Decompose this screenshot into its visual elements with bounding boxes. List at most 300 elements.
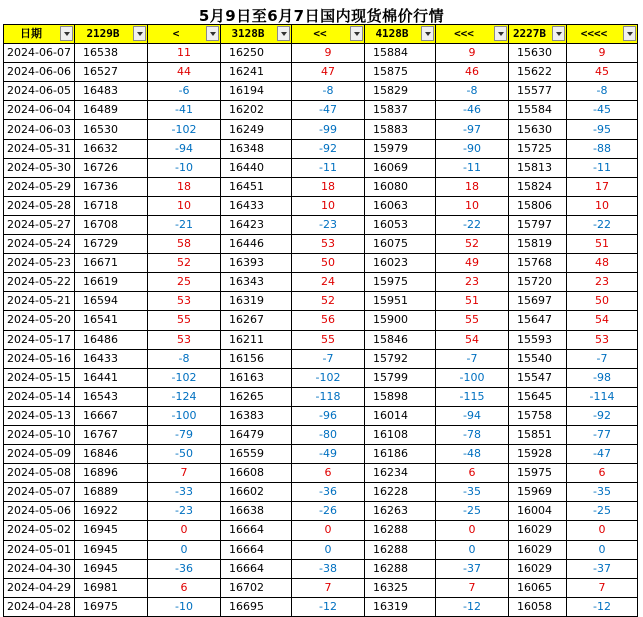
- price-cell: 16729: [75, 235, 148, 254]
- filter-dropdown-icon[interactable]: [421, 26, 434, 41]
- date-cell: 2024-06-05: [4, 82, 75, 101]
- date-cell: 2024-05-23: [4, 254, 75, 273]
- price-cell: 15758: [509, 406, 567, 425]
- price-cell: 16945: [75, 540, 148, 559]
- change-cell: 0: [292, 521, 365, 540]
- price-cell: 16695: [221, 597, 292, 616]
- change-cell: -94: [436, 406, 509, 425]
- price-cell: 15540: [509, 349, 567, 368]
- change-cell: 9: [436, 44, 509, 63]
- price-cell: 16632: [75, 139, 148, 158]
- table-row: [4, 235, 638, 254]
- price-cell: 16241: [221, 63, 292, 82]
- date-cell: 2024-05-14: [4, 387, 75, 406]
- change-cell: -102: [292, 368, 365, 387]
- column-header-0: [4, 25, 75, 44]
- change-cell: 46: [436, 63, 509, 82]
- date-cell: 2024-05-07: [4, 483, 75, 502]
- change-cell: 53: [292, 235, 365, 254]
- table-row: [4, 578, 638, 597]
- change-cell: 53: [148, 330, 221, 349]
- filter-dropdown-icon[interactable]: [206, 26, 219, 41]
- column-header-8: [567, 25, 638, 44]
- table-row: [4, 82, 638, 101]
- change-cell: -36: [148, 559, 221, 578]
- table-row: [4, 387, 638, 406]
- column-header-label: <<<: [454, 27, 474, 40]
- price-cell: 16023: [365, 254, 436, 273]
- change-cell: 51: [567, 235, 638, 254]
- change-cell: -45: [567, 101, 638, 120]
- price-cell: 16664: [221, 521, 292, 540]
- change-cell: -102: [148, 368, 221, 387]
- price-cell: 16319: [365, 597, 436, 616]
- change-cell: 45: [567, 63, 638, 82]
- table-row: [4, 44, 638, 63]
- filter-dropdown-icon[interactable]: [133, 26, 146, 41]
- price-cell: 15768: [509, 254, 567, 273]
- price-cell: 16186: [365, 445, 436, 464]
- price-cell: 16708: [75, 215, 148, 234]
- table-row: [4, 540, 638, 559]
- price-cell: 16108: [365, 425, 436, 444]
- price-cell: 16922: [75, 502, 148, 521]
- change-cell: -102: [148, 120, 221, 139]
- change-cell: -96: [292, 406, 365, 425]
- price-cell: 16343: [221, 273, 292, 292]
- price-cell: 15645: [509, 387, 567, 406]
- column-header-label: <: [172, 27, 180, 40]
- change-cell: -90: [436, 139, 509, 158]
- change-cell: -12: [567, 597, 638, 616]
- price-cell: 16069: [365, 158, 436, 177]
- change-cell: 6: [436, 464, 509, 483]
- column-header-3: [221, 25, 292, 44]
- change-cell: 6: [567, 464, 638, 483]
- change-cell: -115: [436, 387, 509, 406]
- date-cell: 2024-06-03: [4, 120, 75, 139]
- date-cell: 2024-05-24: [4, 235, 75, 254]
- change-cell: -77: [567, 425, 638, 444]
- change-cell: 55: [292, 330, 365, 349]
- date-cell: 2024-05-08: [4, 464, 75, 483]
- filter-dropdown-icon[interactable]: [552, 26, 565, 41]
- price-cell: 15875: [365, 63, 436, 82]
- change-cell: -35: [436, 483, 509, 502]
- price-cell: 15951: [365, 292, 436, 311]
- column-header-2: [148, 25, 221, 44]
- change-cell: 53: [148, 292, 221, 311]
- price-cell: 16211: [221, 330, 292, 349]
- price-cell: 15630: [509, 120, 567, 139]
- price-cell: 15725: [509, 139, 567, 158]
- price-cell: 16065: [509, 578, 567, 597]
- price-cell: 16671: [75, 254, 148, 273]
- price-cell: 16479: [221, 425, 292, 444]
- date-cell: 2024-06-07: [4, 44, 75, 63]
- change-cell: -100: [148, 406, 221, 425]
- date-cell: 2024-05-27: [4, 215, 75, 234]
- price-cell: 16348: [221, 139, 292, 158]
- price-cell: 15630: [509, 44, 567, 63]
- change-cell: -47: [292, 101, 365, 120]
- date-cell: 2024-05-30: [4, 158, 75, 177]
- date-cell: 2024-04-30: [4, 559, 75, 578]
- change-cell: -12: [436, 597, 509, 616]
- price-cell: 16667: [75, 406, 148, 425]
- price-cell: 16029: [509, 521, 567, 540]
- price-cell: 16288: [365, 540, 436, 559]
- change-cell: -50: [148, 445, 221, 464]
- change-cell: -49: [292, 445, 365, 464]
- change-cell: -8: [436, 82, 509, 101]
- column-header-1: [75, 25, 148, 44]
- change-cell: -7: [436, 349, 509, 368]
- table-row: [4, 139, 638, 158]
- price-cell: 16288: [365, 559, 436, 578]
- change-cell: 52: [292, 292, 365, 311]
- price-cell: 16433: [221, 196, 292, 215]
- change-cell: 18: [292, 177, 365, 196]
- change-cell: -11: [436, 158, 509, 177]
- change-cell: 58: [148, 235, 221, 254]
- price-cell: 15979: [365, 139, 436, 158]
- price-cell: 16846: [75, 445, 148, 464]
- price-cell: 16288: [365, 521, 436, 540]
- table-row: [4, 158, 638, 177]
- table-row: [4, 215, 638, 234]
- price-cell: 16234: [365, 464, 436, 483]
- price-cell: 16486: [75, 330, 148, 349]
- date-cell: 2024-05-06: [4, 502, 75, 521]
- change-cell: -38: [292, 559, 365, 578]
- price-cell: 15900: [365, 311, 436, 330]
- price-cell: 16163: [221, 368, 292, 387]
- price-cell: 16664: [221, 559, 292, 578]
- column-header-label: 日期: [20, 27, 42, 40]
- price-cell: 16063: [365, 196, 436, 215]
- change-cell: -26: [292, 502, 365, 521]
- filter-dropdown-icon[interactable]: [494, 26, 507, 41]
- column-header-label: <<<<: [580, 27, 608, 40]
- date-cell: 2024-06-06: [4, 63, 75, 82]
- table-row: [4, 483, 638, 502]
- table-row: [4, 196, 638, 215]
- price-cell: 15647: [509, 311, 567, 330]
- change-cell: 0: [292, 540, 365, 559]
- change-cell: 7: [436, 578, 509, 597]
- change-cell: 0: [436, 521, 509, 540]
- price-cell: 16451: [221, 177, 292, 196]
- change-cell: -10: [148, 158, 221, 177]
- change-cell: 0: [148, 540, 221, 559]
- price-cell: 16945: [75, 521, 148, 540]
- price-cell: 16058: [509, 597, 567, 616]
- price-cell: 16767: [75, 425, 148, 444]
- change-cell: -92: [292, 139, 365, 158]
- change-cell: -22: [436, 215, 509, 234]
- filter-dropdown-icon[interactable]: [623, 26, 636, 41]
- price-cell: 16736: [75, 177, 148, 196]
- column-header-4: [292, 25, 365, 44]
- column-header-label: 2227B: [512, 27, 547, 40]
- price-cell: 16638: [221, 502, 292, 521]
- change-cell: -37: [436, 559, 509, 578]
- date-cell: 2024-05-22: [4, 273, 75, 292]
- date-cell: 2024-05-16: [4, 349, 75, 368]
- price-cell: 15898: [365, 387, 436, 406]
- table-row: [4, 120, 638, 139]
- date-cell: 2024-05-09: [4, 445, 75, 464]
- change-cell: 10: [436, 196, 509, 215]
- change-cell: -46: [436, 101, 509, 120]
- change-cell: -118: [292, 387, 365, 406]
- price-cell: 16608: [221, 464, 292, 483]
- price-cell: 16014: [365, 406, 436, 425]
- price-cell: 15697: [509, 292, 567, 311]
- change-cell: -35: [567, 483, 638, 502]
- price-cell: 16325: [365, 578, 436, 597]
- price-cell: 16530: [75, 120, 148, 139]
- change-cell: 7: [292, 578, 365, 597]
- change-cell: 0: [436, 540, 509, 559]
- price-cell: 15969: [509, 483, 567, 502]
- change-cell: -11: [292, 158, 365, 177]
- change-cell: 55: [148, 311, 221, 330]
- date-cell: 2024-05-29: [4, 177, 75, 196]
- table-row: [4, 292, 638, 311]
- price-cell: 15824: [509, 177, 567, 196]
- table-row: [4, 254, 638, 273]
- table-row: [4, 464, 638, 483]
- change-cell: -8: [567, 82, 638, 101]
- table-row: [4, 273, 638, 292]
- price-cell: 16156: [221, 349, 292, 368]
- change-cell: 7: [148, 464, 221, 483]
- price-cell: 15846: [365, 330, 436, 349]
- change-cell: 56: [292, 311, 365, 330]
- page-title: 5月9日至6月7日国内现货棉价行情: [198, 7, 445, 25]
- table-row: [4, 177, 638, 196]
- price-cell: 16265: [221, 387, 292, 406]
- price-cell: 16602: [221, 483, 292, 502]
- date-cell: 2024-05-01: [4, 540, 75, 559]
- change-cell: -23: [148, 502, 221, 521]
- change-cell: 50: [292, 254, 365, 273]
- price-cell: 16029: [509, 559, 567, 578]
- change-cell: -7: [567, 349, 638, 368]
- change-cell: -23: [292, 215, 365, 234]
- date-cell: 2024-05-17: [4, 330, 75, 349]
- price-cell: 16319: [221, 292, 292, 311]
- change-cell: -80: [292, 425, 365, 444]
- price-cell: 15884: [365, 44, 436, 63]
- change-cell: -47: [567, 445, 638, 464]
- change-cell: 55: [436, 311, 509, 330]
- date-cell: 2024-04-29: [4, 578, 75, 597]
- price-cell: 15622: [509, 63, 567, 82]
- change-cell: -11: [567, 158, 638, 177]
- price-cell: 16441: [75, 368, 148, 387]
- date-cell: 2024-06-04: [4, 101, 75, 120]
- table-row: [4, 63, 638, 82]
- change-cell: 6: [292, 464, 365, 483]
- change-cell: -48: [436, 445, 509, 464]
- table-row: [4, 330, 638, 349]
- change-cell: 9: [567, 44, 638, 63]
- change-cell: 48: [567, 254, 638, 273]
- column-header-label: 3128B: [231, 27, 265, 40]
- price-cell: 15883: [365, 120, 436, 139]
- price-cell: 16202: [221, 101, 292, 120]
- price-cell: 15837: [365, 101, 436, 120]
- change-cell: 53: [567, 330, 638, 349]
- price-cell: 16483: [75, 82, 148, 101]
- change-cell: 6: [148, 578, 221, 597]
- price-cell: 16702: [221, 578, 292, 597]
- price-cell: 16896: [75, 464, 148, 483]
- change-cell: -98: [567, 368, 638, 387]
- change-cell: -41: [148, 101, 221, 120]
- change-cell: -7: [292, 349, 365, 368]
- change-cell: 52: [148, 254, 221, 273]
- filter-dropdown-icon[interactable]: [60, 26, 73, 41]
- price-cell: 16981: [75, 578, 148, 597]
- change-cell: 0: [567, 521, 638, 540]
- price-cell: 15975: [365, 273, 436, 292]
- table-row: [4, 368, 638, 387]
- change-cell: -10: [148, 597, 221, 616]
- change-cell: -124: [148, 387, 221, 406]
- price-cell: 15851: [509, 425, 567, 444]
- date-cell: 2024-05-28: [4, 196, 75, 215]
- change-cell: 23: [567, 273, 638, 292]
- price-cell: 15829: [365, 82, 436, 101]
- filter-dropdown-icon[interactable]: [277, 26, 290, 41]
- price-cell: 15799: [365, 368, 436, 387]
- change-cell: 44: [148, 63, 221, 82]
- price-cell: 15547: [509, 368, 567, 387]
- change-cell: 10: [148, 196, 221, 215]
- table-row: [4, 597, 638, 616]
- price-cell: 15806: [509, 196, 567, 215]
- change-cell: -8: [148, 349, 221, 368]
- change-cell: -97: [436, 120, 509, 139]
- price-cell: 16228: [365, 483, 436, 502]
- price-cell: 15797: [509, 215, 567, 234]
- change-cell: -100: [436, 368, 509, 387]
- change-cell: -12: [292, 597, 365, 616]
- price-cell: 15720: [509, 273, 567, 292]
- price-cell: 16383: [221, 406, 292, 425]
- change-cell: -114: [567, 387, 638, 406]
- price-cell: 16249: [221, 120, 292, 139]
- price-cell: 16075: [365, 235, 436, 254]
- change-cell: 17: [567, 177, 638, 196]
- price-cell: 16263: [365, 502, 436, 521]
- change-cell: -99: [292, 120, 365, 139]
- table-row: [4, 502, 638, 521]
- date-cell: 2024-05-31: [4, 139, 75, 158]
- price-cell: 16194: [221, 82, 292, 101]
- change-cell: -22: [567, 215, 638, 234]
- change-cell: 18: [436, 177, 509, 196]
- price-cell: 16945: [75, 559, 148, 578]
- change-cell: 9: [292, 44, 365, 63]
- change-cell: -6: [148, 82, 221, 101]
- date-cell: 2024-05-20: [4, 311, 75, 330]
- header-row: [4, 25, 638, 44]
- change-cell: -25: [436, 502, 509, 521]
- price-cell: 16559: [221, 445, 292, 464]
- date-cell: 2024-05-15: [4, 368, 75, 387]
- change-cell: 51: [436, 292, 509, 311]
- change-cell: 10: [567, 196, 638, 215]
- change-cell: 24: [292, 273, 365, 292]
- change-cell: 52: [436, 235, 509, 254]
- price-cell: 16889: [75, 483, 148, 502]
- price-cell: 16080: [365, 177, 436, 196]
- price-table: [3, 24, 638, 617]
- price-cell: 15975: [509, 464, 567, 483]
- date-cell: 2024-05-13: [4, 406, 75, 425]
- price-cell: 15813: [509, 158, 567, 177]
- change-cell: -88: [567, 139, 638, 158]
- price-cell: 15928: [509, 445, 567, 464]
- change-cell: -25: [567, 502, 638, 521]
- table-row: [4, 311, 638, 330]
- price-cell: 16538: [75, 44, 148, 63]
- column-header-label: <<: [313, 27, 327, 40]
- change-cell: 54: [436, 330, 509, 349]
- price-cell: 16541: [75, 311, 148, 330]
- date-cell: 2024-05-02: [4, 521, 75, 540]
- date-cell: 2024-04-28: [4, 597, 75, 616]
- table-row: [4, 349, 638, 368]
- change-cell: 7: [567, 578, 638, 597]
- price-cell: 16527: [75, 63, 148, 82]
- price-cell: 16029: [509, 540, 567, 559]
- price-cell: 15792: [365, 349, 436, 368]
- price-cell: 16267: [221, 311, 292, 330]
- change-cell: 18: [148, 177, 221, 196]
- price-cell: 16393: [221, 254, 292, 273]
- price-cell: 16664: [221, 540, 292, 559]
- change-cell: -95: [567, 120, 638, 139]
- column-header-7: [509, 25, 567, 44]
- price-cell: 16440: [221, 158, 292, 177]
- price-cell: 15584: [509, 101, 567, 120]
- change-cell: -78: [436, 425, 509, 444]
- change-cell: 50: [567, 292, 638, 311]
- filter-dropdown-icon[interactable]: [350, 26, 363, 41]
- price-cell: 16975: [75, 597, 148, 616]
- change-cell: 0: [567, 540, 638, 559]
- price-cell: 15819: [509, 235, 567, 254]
- price-cell: 16543: [75, 387, 148, 406]
- date-cell: 2024-05-21: [4, 292, 75, 311]
- change-cell: 47: [292, 63, 365, 82]
- price-cell: 16053: [365, 215, 436, 234]
- change-cell: 11: [148, 44, 221, 63]
- price-cell: 16423: [221, 215, 292, 234]
- price-cell: 16433: [75, 349, 148, 368]
- price-cell: 16594: [75, 292, 148, 311]
- change-cell: -33: [148, 483, 221, 502]
- table-row: [4, 425, 638, 444]
- table-row: [4, 101, 638, 120]
- price-cell: 16718: [75, 196, 148, 215]
